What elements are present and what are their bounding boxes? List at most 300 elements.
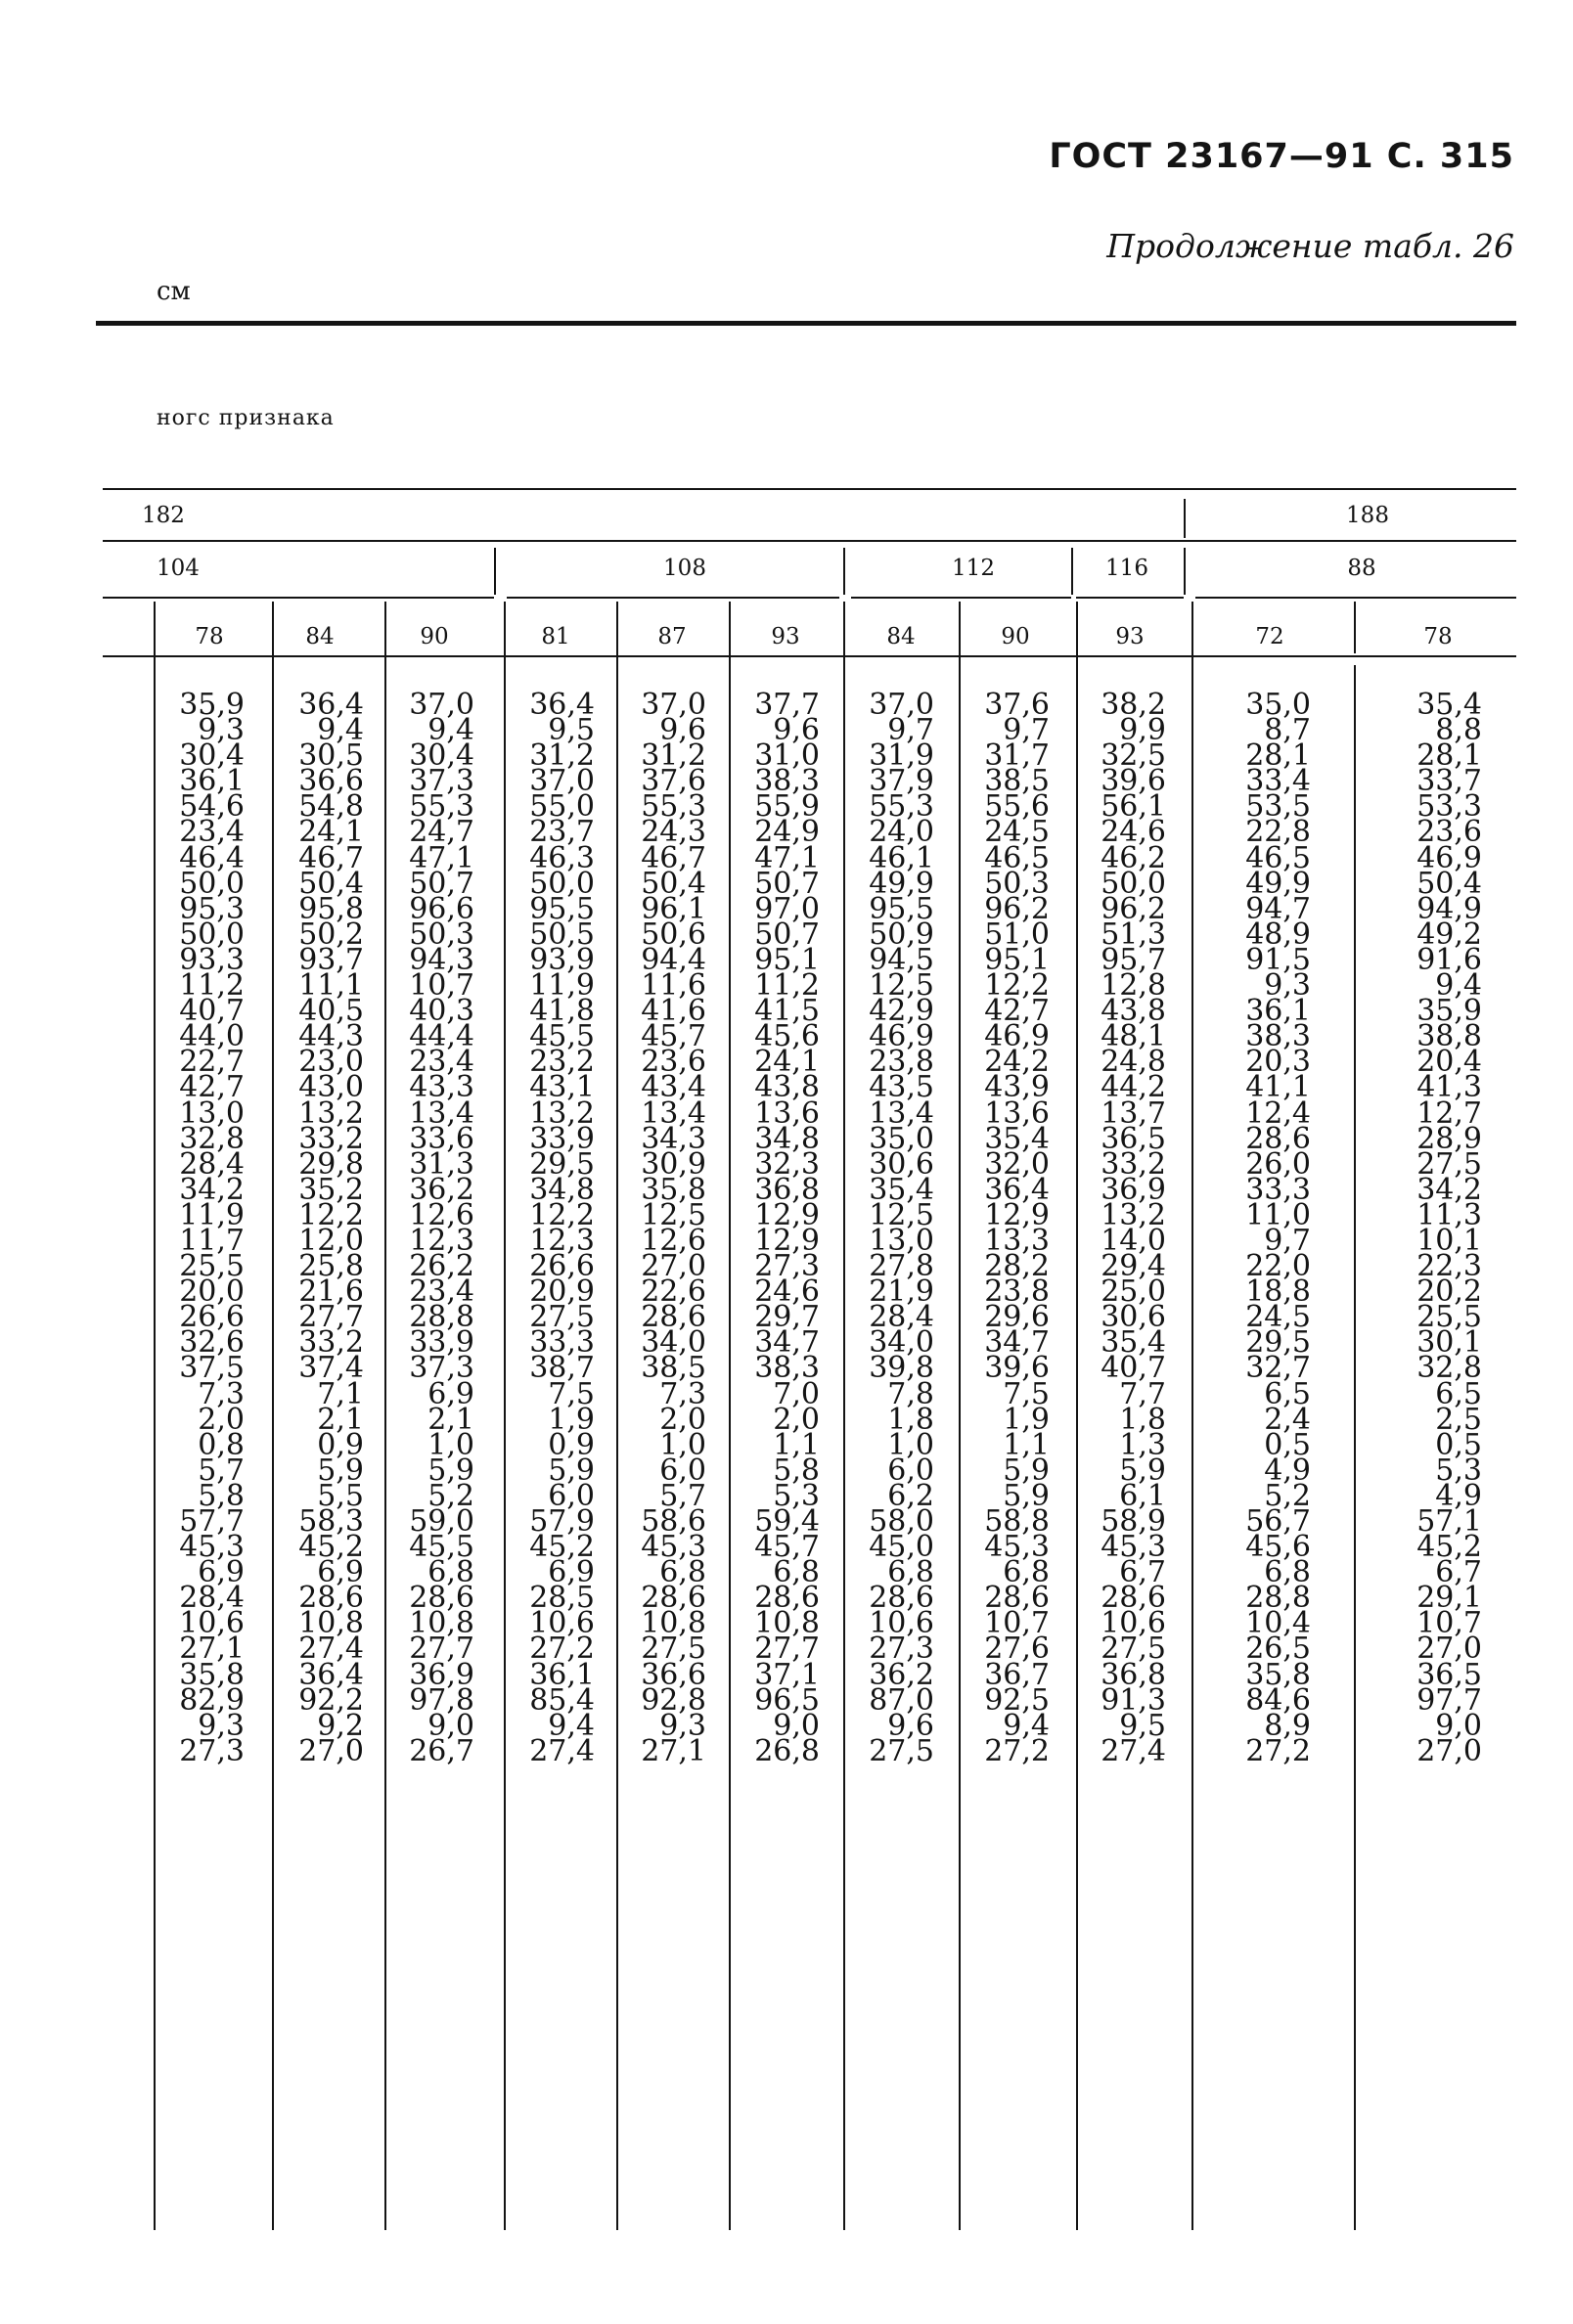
table-cell: 46,9 xyxy=(869,1019,934,1054)
table-cell: 36,8 xyxy=(1101,1657,1166,1692)
table-cell: 34,2 xyxy=(1416,1172,1482,1207)
chest-group-104: 104 xyxy=(157,556,200,581)
table-rule-row2-c xyxy=(851,597,1071,599)
table-cell: 40,7 xyxy=(1101,1351,1166,1386)
table-cell: 29,7 xyxy=(754,1300,820,1335)
table-cell: 13,2 xyxy=(1101,1197,1166,1232)
table-cell: 24,6 xyxy=(1101,815,1166,850)
data-column xyxy=(1384,688,1482,1768)
table-cell: 34,2 xyxy=(179,1172,245,1207)
table-cell: 21,9 xyxy=(869,1274,934,1310)
table-cell: 92,2 xyxy=(298,1682,364,1718)
table-cell: 13,4 xyxy=(641,1095,706,1131)
table-cell: 45,3 xyxy=(984,1530,1050,1565)
table-cell: 91,3 xyxy=(1101,1682,1166,1718)
table-cell: 13,6 xyxy=(754,1095,820,1131)
table-cell: 45,2 xyxy=(298,1530,364,1565)
table-cell: 92,5 xyxy=(984,1682,1050,1718)
table-cell: 29,4 xyxy=(1101,1249,1166,1284)
column-header: 93 xyxy=(771,624,800,649)
table-cell: 54,8 xyxy=(298,789,364,825)
table-cell: 9,9 xyxy=(1119,713,1166,748)
table-cell: 91,6 xyxy=(1416,942,1482,977)
table-cell: 34,8 xyxy=(754,1121,820,1156)
table-cell: 27,2 xyxy=(984,1733,1050,1768)
table-cell: 4,9 xyxy=(1435,1478,1482,1513)
table-cell: 9,0 xyxy=(773,1708,820,1743)
table-cell: 20,9 xyxy=(529,1274,595,1310)
column-header: 72 xyxy=(1255,624,1284,649)
table-cell: 32,7 xyxy=(1245,1351,1311,1386)
table-cell: 46,9 xyxy=(1416,840,1482,875)
table-cell: 9,7 xyxy=(887,713,934,748)
table-cell: 35,8 xyxy=(641,1172,706,1207)
table-cell: 27,1 xyxy=(641,1733,706,1768)
table-cell: 7,5 xyxy=(548,1376,595,1411)
table-cell: 11,9 xyxy=(179,1197,245,1232)
table-cell: 22,3 xyxy=(1416,1249,1482,1284)
table-cell: 48,1 xyxy=(1101,1019,1166,1054)
table-cell: 30,5 xyxy=(298,738,364,774)
table-cell: 51,3 xyxy=(1101,916,1166,952)
table-cell: 9,4 xyxy=(548,1708,595,1743)
table-cell: 26,5 xyxy=(1245,1631,1311,1667)
table-cell: 32,8 xyxy=(179,1121,245,1156)
table-cell: 14,0 xyxy=(1101,1223,1166,1258)
table-cell: 95,1 xyxy=(984,942,1050,977)
unit-label: см xyxy=(157,277,191,306)
table-cell: 1,1 xyxy=(1003,1427,1050,1462)
table-cell: 6,8 xyxy=(427,1555,474,1590)
table-cell: 13,7 xyxy=(1101,1095,1166,1131)
table-cell: 5,9 xyxy=(1003,1478,1050,1513)
table-cell: 33,9 xyxy=(409,1325,474,1361)
table-cell: 46,9 xyxy=(984,1019,1050,1054)
table-cell: 28,4 xyxy=(179,1581,245,1616)
table-cell: 55,0 xyxy=(529,789,595,825)
table-cell: 32,6 xyxy=(179,1325,245,1361)
divider-116-88 xyxy=(1184,548,1186,595)
table-cell: 24,3 xyxy=(641,815,706,850)
column-header: 78 xyxy=(1423,624,1453,649)
table-cell: 28,4 xyxy=(179,1146,245,1182)
table-cell: 57,7 xyxy=(179,1504,245,1539)
table-cell: 27,3 xyxy=(179,1733,245,1768)
table-cell: 25,5 xyxy=(179,1249,245,1284)
table-cell: 27,5 xyxy=(1101,1631,1166,1667)
column-header: 81 xyxy=(541,624,570,649)
table-cell: 45,5 xyxy=(529,1019,595,1054)
table-cell: 43,1 xyxy=(529,1070,595,1105)
table-cell: 2,4 xyxy=(1264,1402,1311,1437)
table-cell: 28,2 xyxy=(984,1249,1050,1284)
table-cell: 7,8 xyxy=(887,1376,934,1411)
table-cell: 26,8 xyxy=(754,1733,820,1768)
table-cell: 28,6 xyxy=(754,1581,820,1616)
table-cell: 33,7 xyxy=(1416,764,1482,799)
table-cell: 13,2 xyxy=(298,1095,364,1131)
table-cell: 6,7 xyxy=(1119,1555,1166,1590)
table-cell: 34,0 xyxy=(869,1325,934,1361)
table-cell: 41,3 xyxy=(1416,1070,1482,1105)
table-cell: 30,6 xyxy=(869,1146,934,1182)
table-cell: 13,2 xyxy=(529,1095,595,1131)
table-cell: 28,8 xyxy=(1245,1581,1311,1616)
table-cell: 24,5 xyxy=(984,815,1050,850)
table-cell: 6,2 xyxy=(887,1478,934,1513)
table-cell: 22,8 xyxy=(1245,815,1311,850)
table-cell: 94,5 xyxy=(869,942,934,977)
table-cell: 12,8 xyxy=(1101,968,1166,1004)
table-cell: 30,4 xyxy=(179,738,245,774)
table-cell: 5,9 xyxy=(427,1452,474,1488)
table-cell: 46,7 xyxy=(641,840,706,875)
table-cell: 41,1 xyxy=(1245,1070,1311,1105)
table-cell: 32,0 xyxy=(984,1146,1050,1182)
table-cell: 44,2 xyxy=(1101,1070,1166,1105)
table-cell: 25,5 xyxy=(1416,1300,1482,1335)
table-cell: 51,0 xyxy=(984,916,1050,952)
table-cell: 23,6 xyxy=(641,1045,706,1080)
table-cell: 12,3 xyxy=(529,1223,595,1258)
table-cell: 49,9 xyxy=(1245,866,1311,901)
table-cell: 32,3 xyxy=(754,1146,820,1182)
table-cell: 25,0 xyxy=(1101,1274,1166,1310)
table-cell: 97,0 xyxy=(754,891,820,926)
table-cell: 59,4 xyxy=(754,1504,820,1539)
table-cell: 5,7 xyxy=(198,1452,245,1488)
table-cell: 10,6 xyxy=(179,1606,245,1641)
table-cell: 6,8 xyxy=(887,1555,934,1590)
table-cell: 23,4 xyxy=(179,815,245,850)
table-cell: 45,3 xyxy=(641,1530,706,1565)
table-cell: 23,6 xyxy=(1416,815,1482,850)
table-cell: 2,0 xyxy=(659,1402,706,1437)
table-cell: 45,6 xyxy=(1245,1530,1311,1565)
table-cell: 6,8 xyxy=(659,1555,706,1590)
table-cell: 5,2 xyxy=(427,1478,474,1513)
table-cell: 34,7 xyxy=(984,1325,1050,1361)
table-cell: 39,6 xyxy=(984,1351,1050,1386)
table-cell: 35,8 xyxy=(179,1657,245,1692)
table-cell: 11,2 xyxy=(179,968,245,1004)
table-cell: 27,1 xyxy=(179,1631,245,1667)
table-cell: 13,4 xyxy=(409,1095,474,1131)
table-cell: 37,9 xyxy=(869,764,934,799)
table-cell: 36,2 xyxy=(869,1657,934,1692)
table-cell: 55,6 xyxy=(984,789,1050,825)
table-cell: 12,2 xyxy=(529,1197,595,1232)
table-cell: 12,9 xyxy=(984,1197,1050,1232)
table-cell: 31,3 xyxy=(409,1146,474,1182)
table-cell: 9,3 xyxy=(659,1708,706,1743)
table-cell: 27,4 xyxy=(1101,1733,1166,1768)
table-cell: 26,6 xyxy=(529,1249,595,1284)
data-column xyxy=(266,688,364,1768)
table-cell: 9,6 xyxy=(773,713,820,748)
column-header: 90 xyxy=(420,624,449,649)
table-cell: 27,0 xyxy=(298,1733,364,1768)
table-cell: 43,8 xyxy=(754,1070,820,1105)
table-cell: 27,5 xyxy=(529,1300,595,1335)
table-cell: 6,5 xyxy=(1264,1376,1311,1411)
table-rule-row2-b xyxy=(507,597,839,599)
table-cell: 27,6 xyxy=(984,1631,1050,1667)
table-cell: 93,7 xyxy=(298,942,364,977)
table-cell: 8,8 xyxy=(1435,713,1482,748)
table-cell: 22,7 xyxy=(179,1045,245,1080)
table-cell: 37,7 xyxy=(754,688,820,722)
table-cell: 2,5 xyxy=(1435,1402,1482,1437)
column-divider xyxy=(1354,665,1356,2230)
chest-group-88: 88 xyxy=(1347,556,1376,581)
table-cell: 24,1 xyxy=(298,815,364,850)
table-cell: 34,0 xyxy=(641,1325,706,1361)
table-rule-row2-e xyxy=(1195,597,1516,599)
table-cell: 12,4 xyxy=(1245,1095,1311,1131)
table-cell: 24,6 xyxy=(754,1274,820,1310)
table-cell: 43,0 xyxy=(298,1070,364,1105)
table-cell: 96,2 xyxy=(984,891,1050,926)
table-cell: 45,7 xyxy=(641,1019,706,1054)
table-cell: 33,9 xyxy=(529,1121,595,1156)
table-rule-row2-a xyxy=(103,597,494,599)
table-cell: 46,3 xyxy=(529,840,595,875)
table-cell: 27,5 xyxy=(1416,1146,1482,1182)
table-cell: 9,5 xyxy=(1119,1708,1166,1743)
table-cell: 92,8 xyxy=(641,1682,706,1718)
divider-112-116 xyxy=(1071,548,1073,595)
table-cell: 9,5 xyxy=(548,713,595,748)
table-cell: 9,4 xyxy=(427,713,474,748)
table-cell: 6,8 xyxy=(1264,1555,1311,1590)
table-cell: 33,6 xyxy=(409,1121,474,1156)
table-cell: 5,9 xyxy=(317,1452,364,1488)
data-column xyxy=(722,688,820,1768)
table-cell: 11,3 xyxy=(1416,1197,1482,1232)
table-cell: 8,9 xyxy=(1264,1708,1311,1743)
table-cell: 1,0 xyxy=(659,1427,706,1462)
table-cell: 49,2 xyxy=(1416,916,1482,952)
table-cell: 5,9 xyxy=(548,1452,595,1488)
table-cell: 95,8 xyxy=(298,891,364,926)
table-cell: 6,9 xyxy=(548,1555,595,1590)
table-cell: 27,7 xyxy=(754,1631,820,1667)
data-column xyxy=(147,688,245,1768)
table-cell: 55,3 xyxy=(409,789,474,825)
table-cell: 57,9 xyxy=(529,1504,595,1539)
table-cell: 4,9 xyxy=(1264,1452,1311,1488)
table-cell: 9,3 xyxy=(1264,968,1311,1004)
table-cell: 7,3 xyxy=(198,1376,245,1411)
table-cell: 30,1 xyxy=(1416,1325,1482,1361)
table-cell: 27,3 xyxy=(869,1631,934,1667)
table-cell: 6,7 xyxy=(1435,1555,1482,1590)
table-cell: 56,1 xyxy=(1101,789,1166,825)
table-cell: 40,7 xyxy=(179,994,245,1029)
table-cell: 10,8 xyxy=(409,1606,474,1641)
table-cell: 50,7 xyxy=(409,866,474,901)
table-cell: 97,7 xyxy=(1416,1682,1482,1718)
column-header: 84 xyxy=(886,624,916,649)
table-cell: 50,3 xyxy=(984,866,1050,901)
table-cell: 50,4 xyxy=(641,866,706,901)
table-cell: 5,2 xyxy=(1264,1478,1311,1513)
table-cell: 37,0 xyxy=(641,688,706,722)
table-cell: 50,0 xyxy=(529,866,595,901)
table-cell: 10,8 xyxy=(298,1606,364,1641)
table-cell: 36,9 xyxy=(1101,1172,1166,1207)
table-cell: 10,8 xyxy=(754,1606,820,1641)
table-cell: 53,3 xyxy=(1416,789,1482,825)
data-column xyxy=(608,688,706,1768)
standard-header: ГОСТ 23167—91 С. 315 xyxy=(1049,137,1514,176)
table-cell: 35,4 xyxy=(1101,1325,1166,1361)
table-cell: 23,4 xyxy=(409,1045,474,1080)
table-cell: 96,1 xyxy=(641,891,706,926)
table-cell: 12,6 xyxy=(641,1223,706,1258)
table-cell: 12,9 xyxy=(754,1197,820,1232)
table-cell: 30,9 xyxy=(641,1146,706,1182)
table-rule-row2-d xyxy=(1076,597,1184,599)
table-cell: 36,4 xyxy=(529,688,595,722)
table-cell: 50,0 xyxy=(179,866,245,901)
table-cell: 33,2 xyxy=(298,1325,364,1361)
table-cell: 12,5 xyxy=(641,1197,706,1232)
table-cell: 50,0 xyxy=(1101,866,1166,901)
table-cell: 59,0 xyxy=(409,1504,474,1539)
table-cell: 43,8 xyxy=(1101,994,1166,1029)
table-cell: 7,1 xyxy=(317,1376,364,1411)
table-cell: 50,0 xyxy=(179,916,245,952)
table-cell: 42,9 xyxy=(869,994,934,1029)
table-cell: 28,6 xyxy=(984,1581,1050,1616)
continuation-caption: Продолжение табл. 26 xyxy=(1106,227,1514,265)
table-cell: 54,6 xyxy=(179,789,245,825)
height-group-188: 188 xyxy=(1346,503,1389,528)
table-cell: 11,2 xyxy=(754,968,820,1004)
table-cell: 38,8 xyxy=(1416,1019,1482,1054)
table-cell: 31,7 xyxy=(984,738,1050,774)
table-cell: 10,6 xyxy=(869,1606,934,1641)
table-cell: 43,4 xyxy=(641,1070,706,1105)
table-cell: 46,5 xyxy=(984,840,1050,875)
table-cell: 50,2 xyxy=(298,916,364,952)
table-cell: 9,2 xyxy=(317,1708,364,1743)
table-cell: 10,6 xyxy=(529,1606,595,1641)
table-cell: 11,1 xyxy=(298,968,364,1004)
table-cell: 49,9 xyxy=(869,866,934,901)
table-cell: 95,1 xyxy=(754,942,820,977)
table-cell: 36,2 xyxy=(409,1172,474,1207)
table-cell: 27,8 xyxy=(869,1249,934,1284)
table-cell: 43,3 xyxy=(409,1070,474,1105)
table-cell: 6,0 xyxy=(659,1452,706,1488)
table-cell: 33,2 xyxy=(298,1121,364,1156)
chest-group-116: 116 xyxy=(1105,556,1148,581)
table-cell: 38,5 xyxy=(984,764,1050,799)
table-cell: 33,3 xyxy=(529,1325,595,1361)
table-cell: 20,4 xyxy=(1416,1045,1482,1080)
table-cell: 7,3 xyxy=(659,1376,706,1411)
table-cell: 20,2 xyxy=(1416,1274,1482,1310)
table-cell: 38,3 xyxy=(754,1351,820,1386)
table-cell: 27,0 xyxy=(1416,1631,1482,1667)
table-cell: 48,9 xyxy=(1245,916,1311,952)
table-cell: 45,0 xyxy=(869,1530,934,1565)
table-cell: 58,0 xyxy=(869,1504,934,1539)
table-cell: 31,0 xyxy=(754,738,820,774)
table-cell: 31,2 xyxy=(529,738,595,774)
table-cell: 38,5 xyxy=(641,1351,706,1386)
table-cell: 35,8 xyxy=(1245,1657,1311,1692)
table-rule-top xyxy=(103,488,1516,490)
table-cell: 23,8 xyxy=(869,1045,934,1080)
table-cell: 35,4 xyxy=(984,1121,1050,1156)
table-cell: 41,8 xyxy=(529,994,595,1029)
table-cell: 27,5 xyxy=(869,1733,934,1768)
table-cell: 6,0 xyxy=(887,1452,934,1488)
table-cell: 50,7 xyxy=(754,866,820,901)
table-cell: 38,2 xyxy=(1101,688,1166,722)
table-cell: 7,7 xyxy=(1119,1376,1166,1411)
table-cell: 20,3 xyxy=(1245,1045,1311,1080)
table-cell: 27,7 xyxy=(298,1300,364,1335)
data-column xyxy=(377,688,474,1768)
table-cell: 11,6 xyxy=(641,968,706,1004)
table-cell: 9,3 xyxy=(198,1708,245,1743)
table-cell: 12,2 xyxy=(298,1197,364,1232)
table-cell: 12,6 xyxy=(409,1197,474,1232)
table-cell: 50,5 xyxy=(529,916,595,952)
table-cell: 12,0 xyxy=(298,1223,364,1258)
table-cell: 38,7 xyxy=(529,1351,595,1386)
table-cell: 12,7 xyxy=(1416,1095,1482,1131)
table-cell: 13,3 xyxy=(984,1223,1050,1258)
table-cell: 36,1 xyxy=(529,1657,595,1692)
table-cell: 29,6 xyxy=(984,1300,1050,1335)
table-cell: 10,4 xyxy=(1245,1606,1311,1641)
table-cell: 9,4 xyxy=(317,713,364,748)
table-cell: 7,0 xyxy=(773,1376,820,1411)
table-cell: 93,9 xyxy=(529,942,595,977)
table-cell: 42,7 xyxy=(984,994,1050,1029)
table-cell: 21,6 xyxy=(298,1274,364,1310)
table-cell: 37,0 xyxy=(529,764,595,799)
table-cell: 27,4 xyxy=(529,1733,595,1768)
table-cell: 85,4 xyxy=(529,1682,595,1718)
table-cell: 0,8 xyxy=(198,1427,245,1462)
table-cell: 96,2 xyxy=(1101,891,1166,926)
top-rule xyxy=(96,321,1516,326)
table-cell: 95,7 xyxy=(1101,942,1166,977)
table-cell: 46,2 xyxy=(1101,840,1166,875)
table-cell: 50,4 xyxy=(298,866,364,901)
table-cell: 45,7 xyxy=(754,1530,820,1565)
table-cell: 28,8 xyxy=(409,1300,474,1335)
table-cell: 32,5 xyxy=(1101,738,1166,774)
table-cell: 35,0 xyxy=(869,1121,934,1156)
table-cell: 53,5 xyxy=(1245,789,1311,825)
table-cell: 20,0 xyxy=(179,1274,245,1310)
table-cell: 13,0 xyxy=(179,1095,245,1131)
table-cell: 0,5 xyxy=(1264,1427,1311,1462)
table-cell: 94,9 xyxy=(1416,891,1482,926)
table-cell: 55,9 xyxy=(754,789,820,825)
table-cell: 58,6 xyxy=(641,1504,706,1539)
table-cell: 82,9 xyxy=(179,1682,245,1718)
table-cell: 41,5 xyxy=(754,994,820,1029)
